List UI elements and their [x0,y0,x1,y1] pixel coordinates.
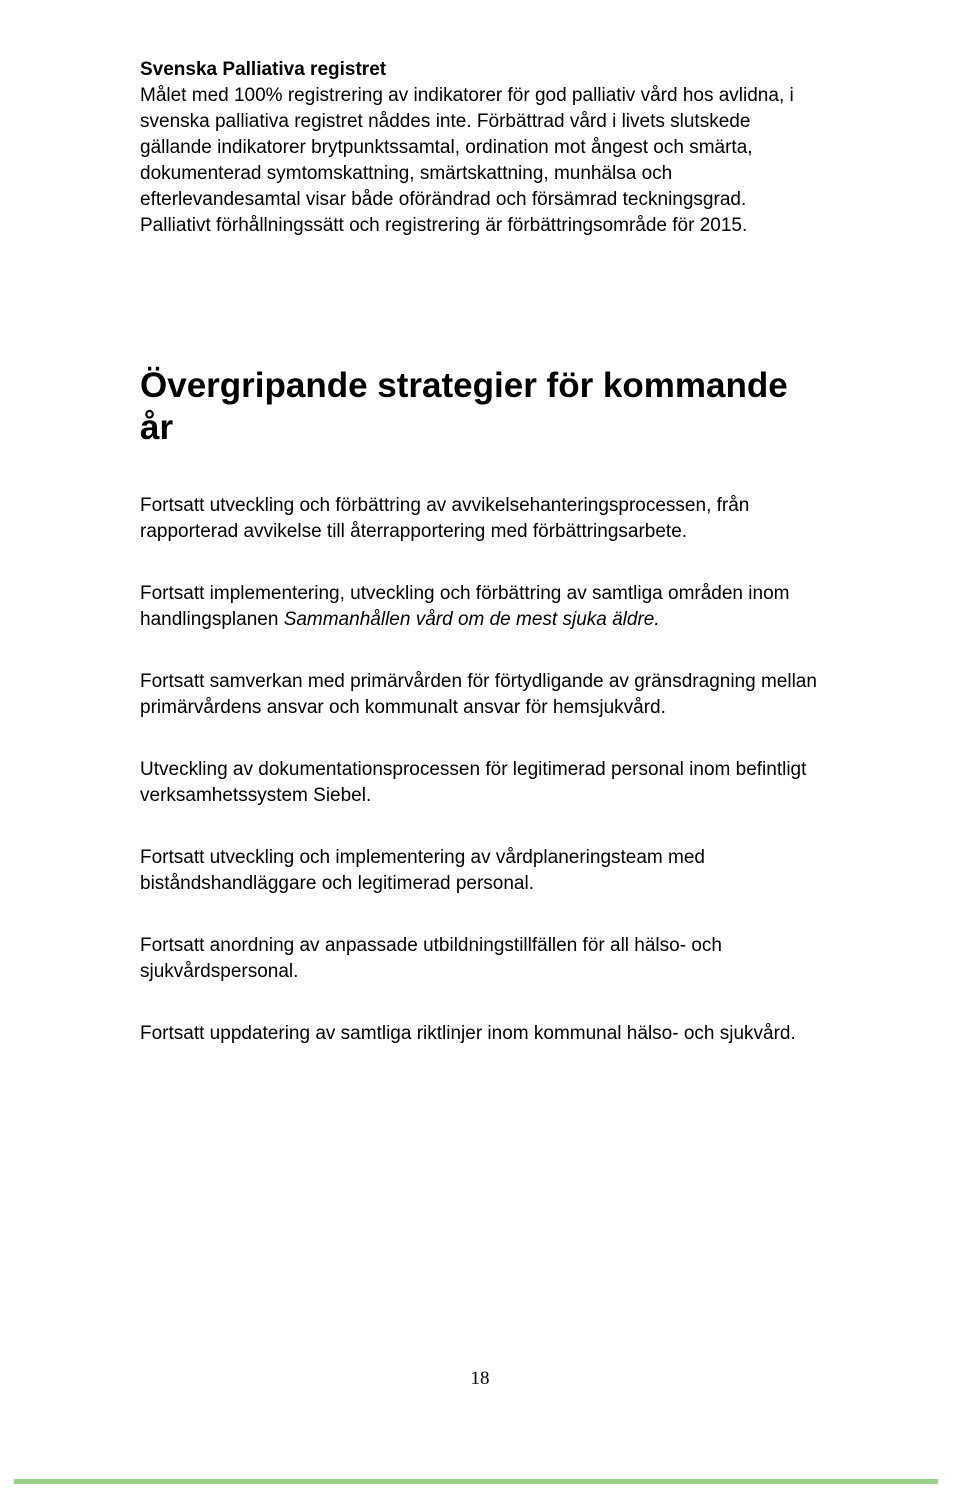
strategy-text: Fortsatt implementering, utveckling och förbättring av samtliga områden inom handlingsplanen [140,583,790,630]
strategy-item: Fortsatt utveckling och förbättring av avvikelsehanteringsprocessen, från rapporterad avvikelse till återrapportering med förbättringsarbete. [140,495,750,542]
strategy-emphasis: Sammanhållen vård om de mest sjuka äldre. [283,609,660,630]
strategy-item: Fortsatt uppdatering av samtliga riktlinjer inom kommunal hälso- och sjukvård. [140,1023,796,1044]
section-heading-palliative: Svenska Palliativa registret [140,59,387,80]
strategy-item [140,581,820,633]
strategy-item: Fortsatt anordning av anpassade utbildningstillfällen för all hälso- och sjukvårdspersonal. [140,935,722,982]
main-heading-strategies: Övergripande strategier för kommande år [140,366,788,447]
page-number: 18 [470,1368,490,1389]
strategy-item: Utveckling av dokumentationsprocessen för legitimerad personal inom befintligt verksamhetssystem Siebel. [140,759,807,806]
footer-rule [14,1479,938,1484]
palliative-paragraph: Målet med 100% registrering av indikatorer för god palliativ vård hos avlidna, i svenska palliativa registret nåddes inte. Förbättrad vård i livets slutskede gällande indikatorer brytpunktssamtal, ordination mot ångest och smärta, dokumenterad symtomskattning, smärtskattning, munhälsa och efterlevandesamtal visar både oförändrad och försämrad teckningsgrad. Palliativt förhållningssätt och registrering är förbättringsområde för 2015. [140,85,794,236]
document-body [140,57,820,1083]
strategy-item: Fortsatt samverkan med primärvården för förtydligande av gränsdragning mellan primärvårdens ansvar och kommunalt ansvar för hemsjukvård. [140,671,817,718]
strategy-item: Fortsatt utveckling och implementering av vårdplaneringsteam med biståndshandläggare och legitimerad personal. [140,847,705,894]
